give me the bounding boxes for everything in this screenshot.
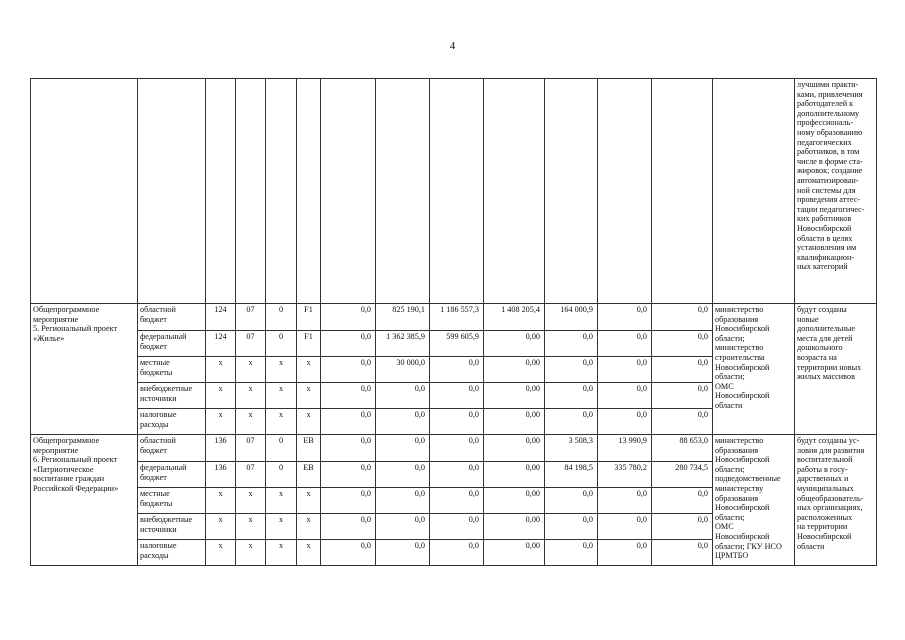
amount-cell: 0,0 <box>321 331 376 357</box>
amount-cell: 0,0 <box>321 304 376 331</box>
code-cell: х <box>236 488 266 514</box>
amount-cell: 0,0 <box>598 488 652 514</box>
amount-cell: 0,0 <box>376 383 430 409</box>
amount-cell: 3 508,3 <box>545 435 598 462</box>
code-cell: 0 <box>266 462 297 488</box>
table-row <box>31 304 877 331</box>
executor: министерство образования Новосибирской области; министерство строительства Новосибирской области; ОМС Новосибирской области <box>713 304 795 435</box>
code-cell: 0 <box>266 304 297 331</box>
amount-cell: 0,0 <box>376 462 430 488</box>
amount-cell: 0,0 <box>321 514 376 540</box>
amount-cell: 0,0 <box>652 514 713 540</box>
amount-cell: 0,0 <box>321 462 376 488</box>
code-cell: х <box>236 409 266 435</box>
code-cell: х <box>266 488 297 514</box>
code-cell: 136 <box>206 435 236 462</box>
amount-cell: 84 198,5 <box>545 462 598 488</box>
amount-cell: 0,00 <box>484 540 545 566</box>
code-cell: х <box>236 357 266 383</box>
amount-cell: 0,00 <box>484 383 545 409</box>
amount-cell: 0,0 <box>376 409 430 435</box>
code-cell: 07 <box>236 435 266 462</box>
section-title: Общепрограммное мероприятие 5. Региональный проект «Жилье» <box>31 304 138 435</box>
amount-cell: 0,0 <box>652 409 713 435</box>
funding-source: федеральный бюджет <box>138 331 206 357</box>
amount-cell: 0,0 <box>598 514 652 540</box>
amount-cell: 0,0 <box>652 488 713 514</box>
amount-cell: 599 605,9 <box>430 331 484 357</box>
code-cell: 07 <box>236 331 266 357</box>
funding-source: местные бюджеты <box>138 357 206 383</box>
amount-cell: 0,0 <box>545 357 598 383</box>
amount-cell: 0,0 <box>652 540 713 566</box>
code-cell: х <box>297 409 321 435</box>
amount-cell: 0,0 <box>598 540 652 566</box>
amount-cell: 0,0 <box>652 383 713 409</box>
code-cell: 07 <box>236 462 266 488</box>
amount-cell: 0,0 <box>545 331 598 357</box>
code-cell: х <box>206 409 236 435</box>
amount-cell: 0,0 <box>652 331 713 357</box>
funding-source: областной бюджет <box>138 304 206 331</box>
executor: министерство образования Новосибирской области; подведомственные министерству образования Новосибирской области; ОМС Новосибирской области; ГКУ НСО ЦРМТБО <box>713 435 795 566</box>
code-cell: х <box>266 514 297 540</box>
amount-cell: 0,00 <box>484 409 545 435</box>
amount-cell: 0,0 <box>321 383 376 409</box>
code-cell: х <box>236 540 266 566</box>
page-number: 4 <box>449 40 456 52</box>
funding-source: налоговые расходы <box>138 409 206 435</box>
code-cell: ЕВ <box>297 462 321 488</box>
amount-cell: 0,0 <box>545 409 598 435</box>
amount-cell: 0,0 <box>430 488 484 514</box>
amount-cell: 0,0 <box>376 435 430 462</box>
funding-source: местные бюджеты <box>138 488 206 514</box>
amount-cell: 1 362 385,9 <box>376 331 430 357</box>
code-cell: х <box>266 540 297 566</box>
amount-cell: 0,0 <box>545 488 598 514</box>
amount-cell: 0,0 <box>321 540 376 566</box>
funding-source: налоговые расходы <box>138 540 206 566</box>
amount-cell: 0,00 <box>484 331 545 357</box>
amount-cell: 0,0 <box>652 304 713 331</box>
amount-cell: 88 653,0 <box>652 435 713 462</box>
amount-cell: 0,0 <box>545 514 598 540</box>
amount-cell: 0,0 <box>430 514 484 540</box>
amount-cell: 0,0 <box>321 435 376 462</box>
table-row <box>31 435 877 462</box>
amount-cell: 1 186 557,3 <box>430 304 484 331</box>
code-cell: ЕВ <box>297 435 321 462</box>
code-cell: х <box>206 488 236 514</box>
code-cell: х <box>206 357 236 383</box>
code-cell: х <box>297 540 321 566</box>
code-cell: х <box>266 409 297 435</box>
amount-cell: 335 780,2 <box>598 462 652 488</box>
amount-cell: 0,00 <box>484 357 545 383</box>
amount-cell: 30 000,0 <box>376 357 430 383</box>
amount-cell: 0,0 <box>430 462 484 488</box>
code-cell: х <box>236 383 266 409</box>
code-cell: 124 <box>206 304 236 331</box>
continued-row <box>31 79 877 304</box>
amount-cell: 0,0 <box>376 488 430 514</box>
expected-result: будут созданы новые дополнительные места для детей дошкольного возраста на территории новых жилых массивов <box>795 304 877 435</box>
code-cell: х <box>297 383 321 409</box>
amount-cell: 0,0 <box>430 540 484 566</box>
funding-source: внебюджетные источники <box>138 383 206 409</box>
funding-source: областной бюджет <box>138 435 206 462</box>
amount-cell: 0,00 <box>484 435 545 462</box>
code-cell: х <box>297 488 321 514</box>
code-cell: 0 <box>266 331 297 357</box>
code-cell: 0 <box>266 435 297 462</box>
amount-cell: 0,0 <box>598 357 652 383</box>
amount-cell: 0,0 <box>430 435 484 462</box>
amount-cell: 0,0 <box>598 304 652 331</box>
amount-cell: 164 000,9 <box>545 304 598 331</box>
amount-cell: 0,0 <box>598 409 652 435</box>
funding-source: федеральный бюджет <box>138 462 206 488</box>
code-cell: х <box>297 357 321 383</box>
code-cell: х <box>206 514 236 540</box>
code-cell: 136 <box>206 462 236 488</box>
amount-cell: 0,0 <box>545 383 598 409</box>
amount-cell: 0,0 <box>430 409 484 435</box>
amount-cell: 0,00 <box>484 488 545 514</box>
amount-cell: 1 408 205,4 <box>484 304 545 331</box>
code-cell: х <box>266 357 297 383</box>
code-cell: х <box>206 383 236 409</box>
amount-cell: 0,0 <box>598 383 652 409</box>
program-table <box>30 78 877 566</box>
amount-cell: 0,0 <box>321 409 376 435</box>
continued-result-text: лучшими практи- ками, привлечения работодателей к дополнительному профессиональ- ному образованию педагогических работников, в том числе в форме ста- жировок; создание автоматизирован- ной системы для проведения аттес- тации педагогичес- ких работников Новосибирской области в целях установления им квалификацион- ных категорий <box>795 79 877 304</box>
amount-cell: 0,0 <box>376 540 430 566</box>
amount-cell: 0,0 <box>321 357 376 383</box>
code-cell: х <box>206 540 236 566</box>
amount-cell: 0,00 <box>484 462 545 488</box>
amount-cell: 0,0 <box>430 383 484 409</box>
amount-cell: 0,0 <box>652 357 713 383</box>
amount-cell: 0,0 <box>321 488 376 514</box>
amount-cell: 0,00 <box>484 514 545 540</box>
section-title: Общепрограммное мероприятие 6. Региональный проект «Патриотическое воспитание граждан Российской Федерации» <box>31 435 138 566</box>
code-cell: F1 <box>297 304 321 331</box>
amount-cell: 0,0 <box>376 514 430 540</box>
code-cell: х <box>236 514 266 540</box>
amount-cell: 0,0 <box>430 357 484 383</box>
amount-cell: 0,0 <box>545 540 598 566</box>
code-cell: х <box>266 383 297 409</box>
code-cell: 124 <box>206 331 236 357</box>
code-cell: х <box>297 514 321 540</box>
expected-result: будут созданы ус- ловия для развития воспитательной работы в госу- дарственных и муниципальных общеобразователь- ных организациях, расположенных на территории Новосибирской области <box>795 435 877 566</box>
funding-source: внебюджетные источники <box>138 514 206 540</box>
amount-cell: 825 190,1 <box>376 304 430 331</box>
amount-cell: 13 990,9 <box>598 435 652 462</box>
code-cell: F1 <box>297 331 321 357</box>
amount-cell: 280 734,5 <box>652 462 713 488</box>
code-cell: 07 <box>236 304 266 331</box>
amount-cell: 0,0 <box>598 331 652 357</box>
